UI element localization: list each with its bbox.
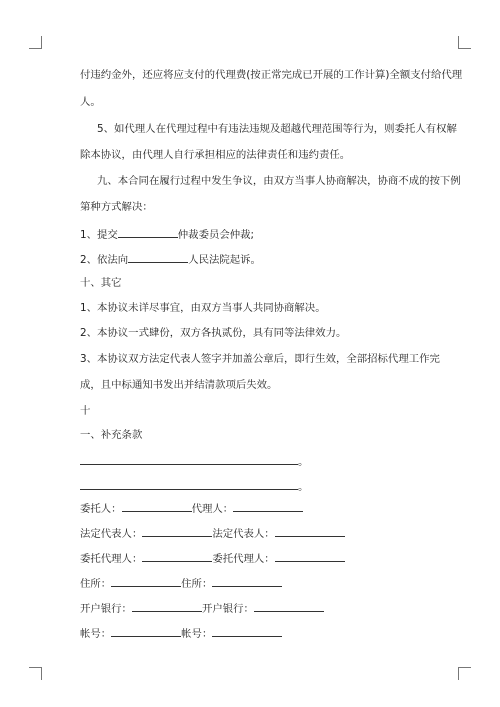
corner-mark-bottom-right xyxy=(458,667,471,680)
period: 。 xyxy=(298,481,309,493)
paragraph-line: 第种方式解决： xyxy=(80,201,153,213)
paragraph-line: 九、本合同在履行过程中发生争议，由双方当事人协商解决，协商不成的按下例 xyxy=(97,175,461,187)
account-label: 帐号： xyxy=(181,628,213,640)
client-label: 委托人： xyxy=(80,503,122,515)
legal-rep-blank[interactable] xyxy=(275,525,345,537)
supplement-blank[interactable] xyxy=(80,453,298,465)
corner-mark-bottom-left xyxy=(29,667,42,680)
account-blank[interactable] xyxy=(212,625,282,637)
paragraph-line: 除本协议，由代理人自行承担相应的法律责任和违约责任。 xyxy=(80,149,351,161)
paragraph-line: 3、本协议双方法定代表人签字并加盖公章后，即行生效，全部招标代理工作完 xyxy=(80,353,440,365)
court-blank[interactable] xyxy=(128,251,188,263)
legal-rep-blank[interactable] xyxy=(142,525,212,537)
address-blank[interactable] xyxy=(212,575,282,587)
proxy-label: 委托代理人： xyxy=(80,553,143,565)
address-label: 住所： xyxy=(181,578,213,590)
option-2-line xyxy=(80,251,440,267)
supplement-blank[interactable] xyxy=(80,478,298,490)
section-heading: 一、补充条款 xyxy=(80,429,143,441)
option-2-prefix: 2、依法向 xyxy=(80,254,129,266)
bank-blank[interactable] xyxy=(132,600,202,612)
section-heading: 十、其它 xyxy=(80,277,122,289)
paragraph-line: 2、本协议一式肆份，双方各执贰份，具有同等法律效力。 xyxy=(80,327,347,339)
option-1-prefix: 1、提交 xyxy=(80,229,118,241)
address-blank[interactable] xyxy=(111,575,181,587)
signature-row-account xyxy=(80,625,440,641)
agent-label: 代理人： xyxy=(191,503,234,515)
proxy-blank[interactable] xyxy=(275,550,345,562)
account-label: 帐号： xyxy=(80,628,112,640)
paragraph-line: 1、本协议未详尽事宜，由双方当事人共同协商解决。 xyxy=(80,302,326,314)
proxy-label: 委托代理人： xyxy=(212,553,275,565)
option-2-suffix: 人民法院起诉。 xyxy=(188,254,261,266)
bank-label: 开户银行： xyxy=(201,603,254,615)
arbitration-blank[interactable] xyxy=(118,226,178,238)
client-blank[interactable] xyxy=(122,500,192,512)
agent-blank[interactable] xyxy=(233,500,303,512)
supplement-line-1 xyxy=(80,453,440,469)
legal-rep-label: 法定代表人： xyxy=(80,528,143,540)
account-blank[interactable] xyxy=(111,625,181,637)
legal-rep-label: 法定代表人： xyxy=(212,528,275,540)
paragraph-line: 成，且中标通知书发出并结清款项后失效。 xyxy=(80,379,278,391)
proxy-blank[interactable] xyxy=(142,550,212,562)
corner-mark-top-left xyxy=(29,36,42,49)
signature-row-parties xyxy=(80,500,440,516)
address-label: 住所： xyxy=(80,578,112,590)
option-1-line xyxy=(80,226,440,242)
paragraph-line: 5、如代理人在代理过程中有违法违规及超越代理范围等行为，则委托人有权解 xyxy=(97,123,457,135)
signature-row-address xyxy=(80,575,440,591)
signature-row-proxy xyxy=(80,550,440,566)
signature-row-bank xyxy=(80,600,440,616)
period: 。 xyxy=(298,456,309,468)
section-heading: 十 xyxy=(80,405,91,417)
paragraph-line: 付违约金外，还应将应支付的代理费(按正常完成已开展的工作计算)全额支付给代理 xyxy=(80,69,463,81)
paragraph-line: 人。 xyxy=(80,96,101,108)
option-1-suffix: 仲裁委员会仲裁; xyxy=(177,229,255,241)
bank-blank[interactable] xyxy=(254,600,324,612)
corner-mark-top-right xyxy=(458,36,471,49)
signature-row-legal-rep xyxy=(80,525,440,541)
bank-label: 开户银行： xyxy=(80,603,132,615)
supplement-line-2 xyxy=(80,478,440,494)
